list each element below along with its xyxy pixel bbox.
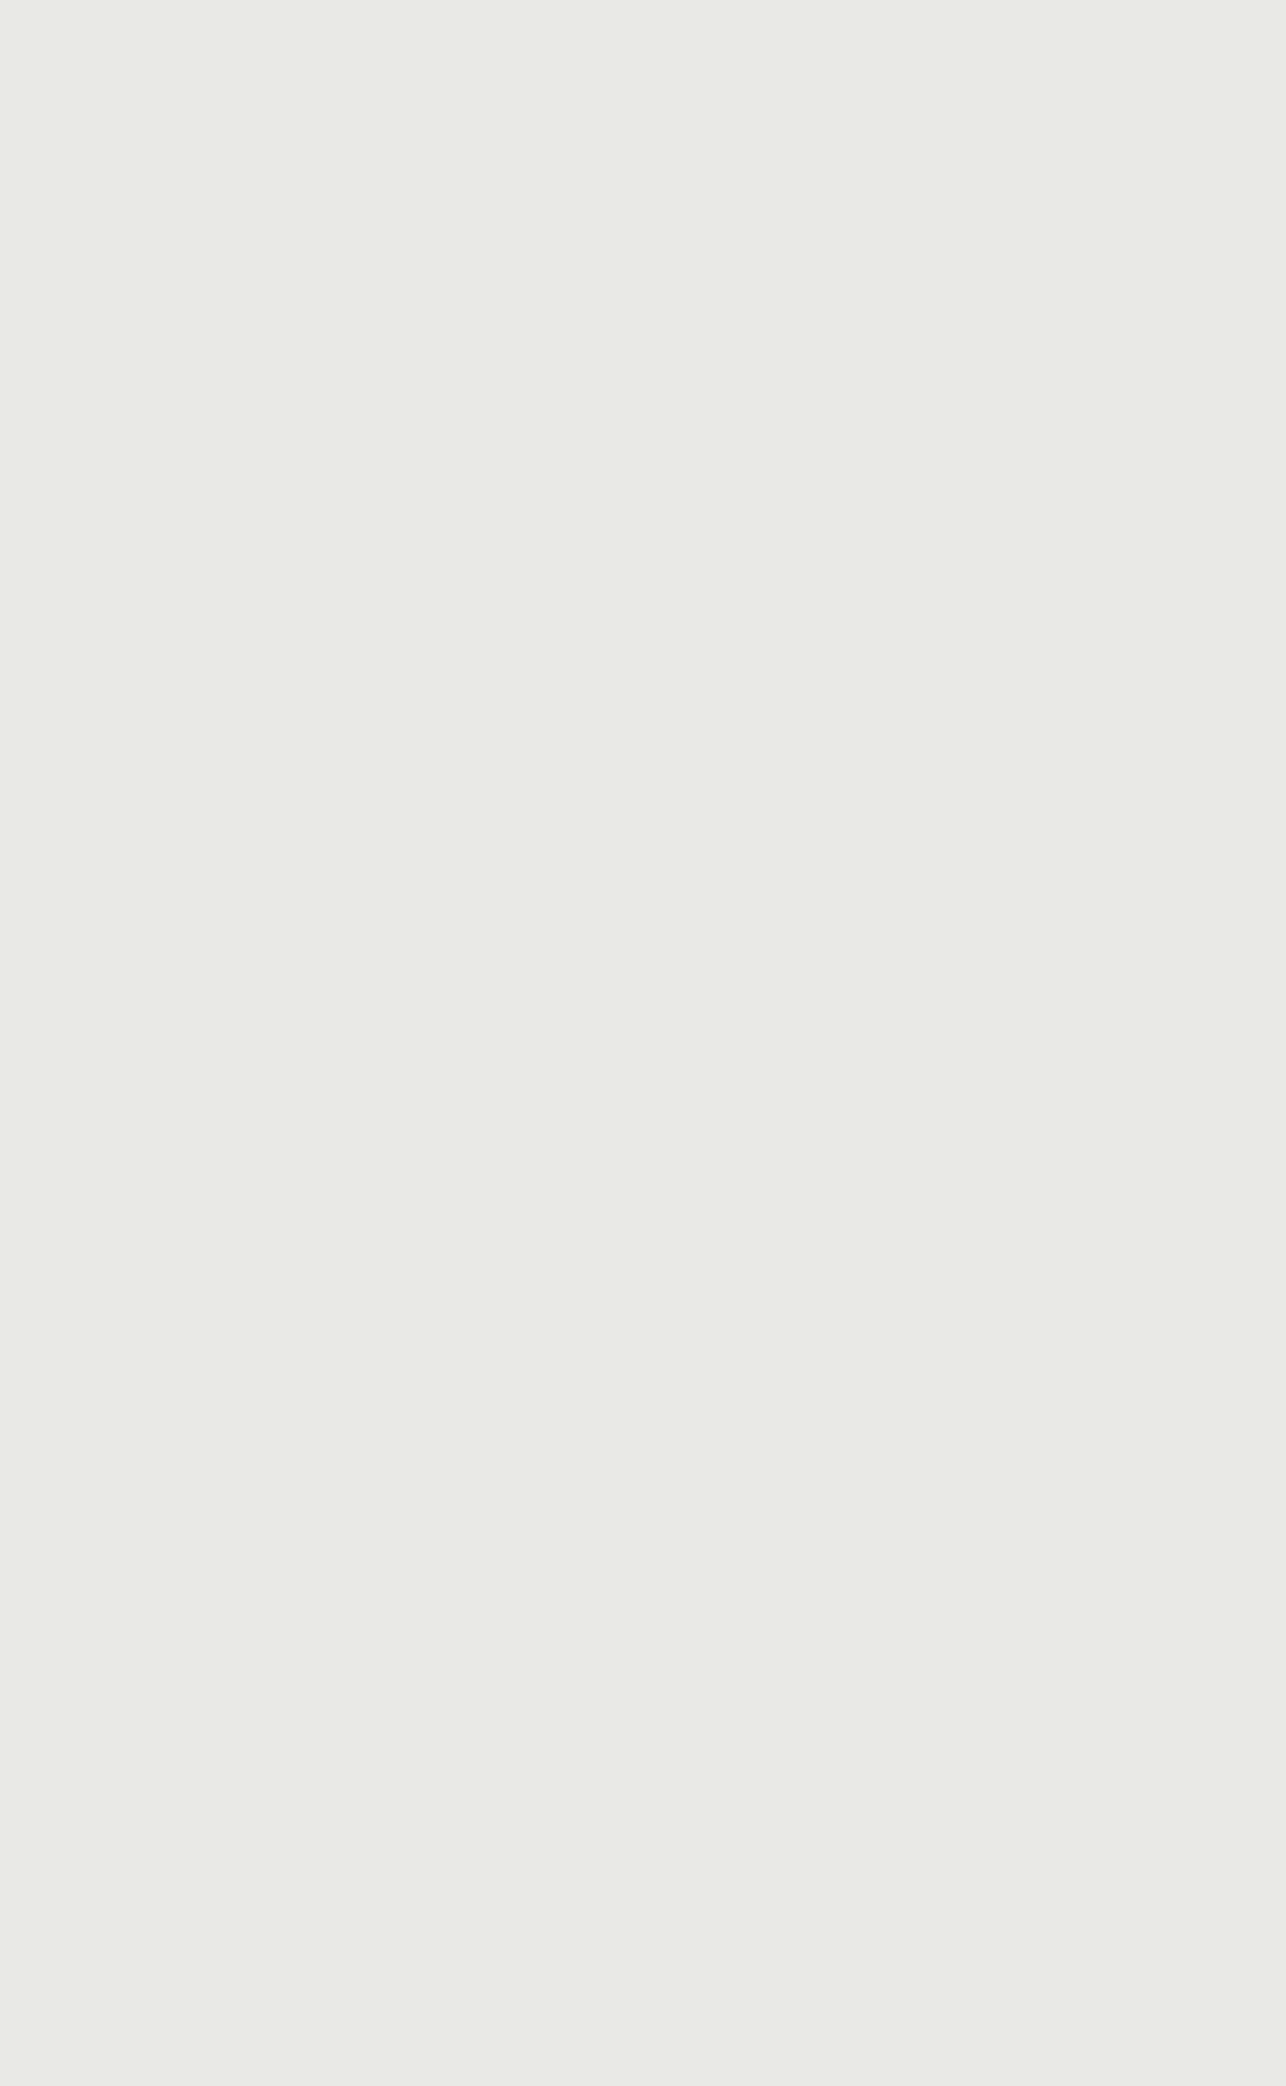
running-header: [415, 178, 432, 206]
